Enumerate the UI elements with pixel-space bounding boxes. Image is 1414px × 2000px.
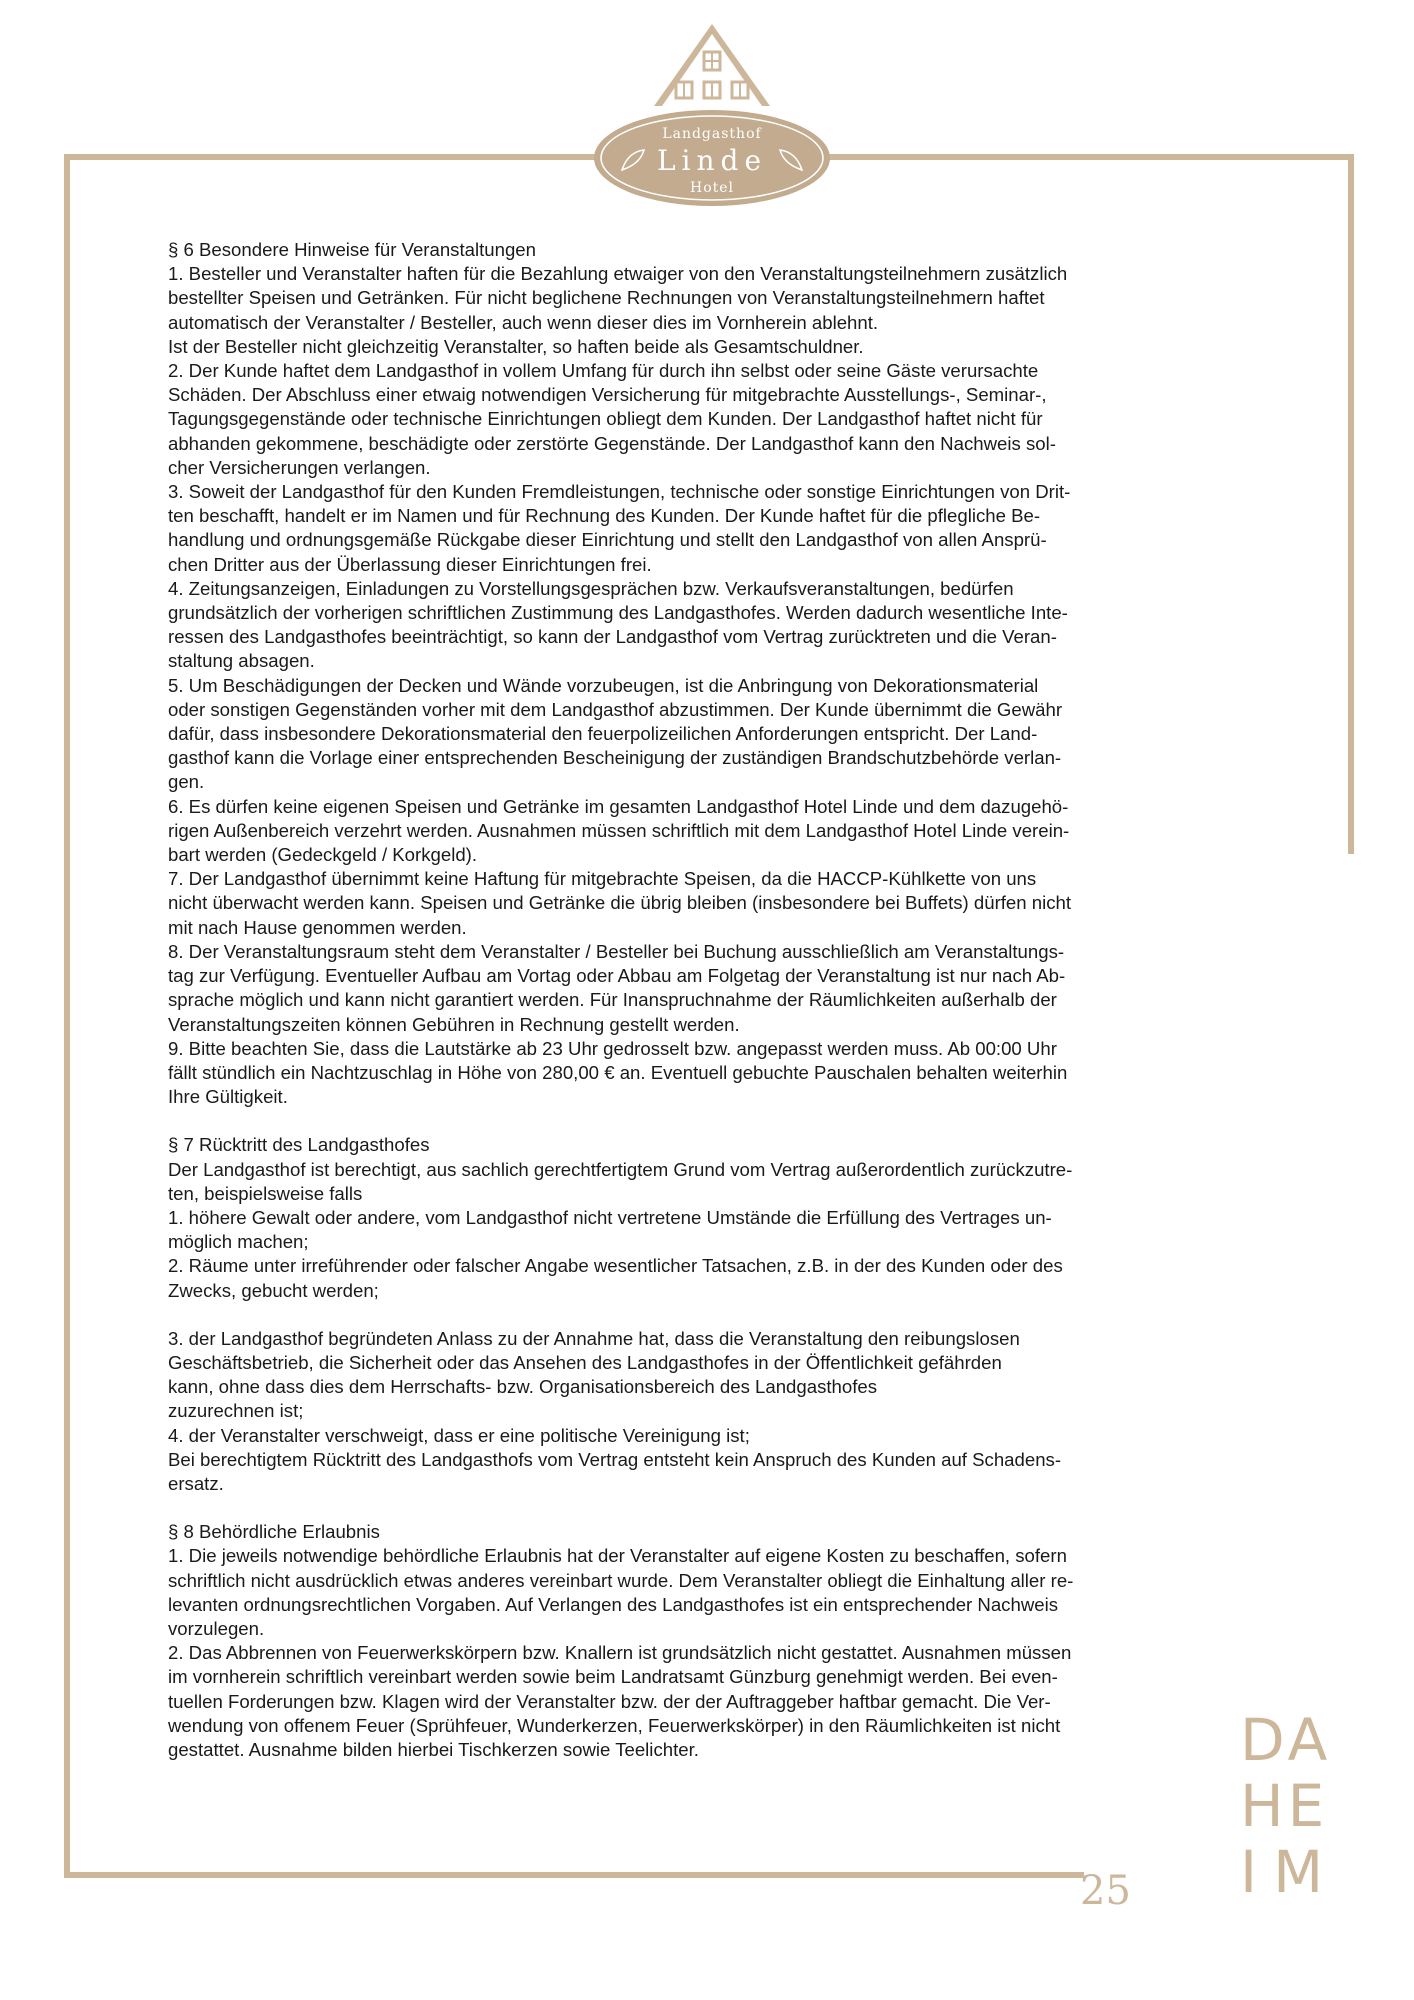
paragraph: 8. Der Veranstaltungsraum steht dem Veranstalter / Besteller bei Buchung ausschließlich am Veranstaltungs- tag zur Verfügung. Eventueller Aufbau am Vortag oder Abbau am Folgetag der Veranstaltung ist nur nach Ab- sprache möglich und kann nicht garantiert werden. Für Inanspruchnahme der Räumlichkeiten außerhalb der Veranstaltungszeiten können Gebühren in Rechnung gestellt werden. [168,940,1066,1035]
paragraph: 3. der Landgasthof begründeten Anlass zu der Annahme hat, dass die Veranstaltung den reibungslosen Geschäftsbetrieb, die Sicherheit oder das Ansehen des Landgasthofes in der Öffentlichkeit gefährden kann, ohne dass dies dem Herrschafts- bzw. Organisationsbereich des Landgasthofes zuzurechnen ist; [168,1327,1020,1422]
frame-left [64,154,70,1878]
frame-top-right [828,154,1354,160]
section-heading: § 7 Rücktritt des Landgasthofes [168,1134,430,1156]
paragraph: 4. Zeitungsanzeigen, Einladungen zu Vorstellungsgesprächen bzw. Verkaufsveranstaltungen, bedürfen grundsätzlich der vorherigen schriftlichen Zustimmung des Landgasthofes. Werden dadurch wesentliche Inte- ressen des Landgasthofes beeinträchtigt, so kann der Landgasthof vom Vertrag zurücktreten und die Veran- staltung absagen. [168,577,1068,672]
paragraph: 1. höhere Gewalt oder andere, vom Landgasthof nicht vertretene Umstände die Erfüllung des Vertrages un- möglich machen; [168,1206,1052,1253]
logo [582,20,842,210]
brand-text-line3: IM [1240,1838,1340,1906]
page-number: 25 [1080,1868,1131,1914]
section-heading: § 6 Besondere Hinweise für Veranstaltungen [168,239,536,260]
brand-text-line1: DA [1240,1706,1332,1774]
paragraph: 6. Es dürfen keine eigenen Speisen und Getränke im gesamten Landgasthof Hotel Linde und dem dazugehö- rigen Außenbereich verzehrt werden. Ausnahmen müssen schriftlich mit dem Landgasthof Hotel Linde verein- bart werden (Gedeckgeld / Korkgeld). [168,795,1070,866]
logo-text-main: Linde [656,144,768,177]
logo-text-top: Landgasthof [662,126,762,142]
section-heading: § 8 Behördliche Erlaubnis [168,1521,380,1543]
paragraph: 2. Das Abbrennen von Feuerwerkskörpern bzw. Knallern ist grundsätzlich nicht gestattet. Ausnahmen müssen im vornherein schriftlich vereinbart werden sowie beim Landratsamt Günzburg genehmigt werden. Bei even- tuellen Forderungen bzw. Klagen wird der Veranstalter bzw. der der Auftraggeber haftbar gemacht. Die Ver- wendung von offenem Feuer (Sprühfeuer, Wunderkerzen, Feuerwerkskörper) in den Räumlichkeiten ist nicht gestattet. Ausnahme bilden hierbei Tischkerzen sowie Teelichter. [168,1642,1072,1760]
paragraph: 1. Die jeweils notwendige behördliche Erlaubnis hat der Veranstalter auf eigene Kosten zu beschaffen, sofern schriftlich nicht ausdrücklich etwas anderes vereinbart wurde. Dem Veranstalter obliegt die Einhaltung aller re- levanten ordnungsrechtlichen Vorgaben. Auf Verlangen des Landgasthofes ist ein entsprechender Nachweis vorzulegen. [168,1545,1074,1639]
paragraph: 2. Der Kunde haftet dem Landgasthof in vollem Umfang für durch ihn selbst oder seine Gäste verursachte Schäden. Der Abschluss einer etwaig notwendigen Versicherung für mitgebrachte Ausstellungs-, Seminar-, Tagungsgegenstände oder technische Einrichtungen obliegt dem Kunden. Der Landgasthof haftet nicht für abhanden gekommene, beschädigte oder zerstörte Gegenstände. Der Landgasthof kann den Nachweis sol- cher Versicherungen verlangen. [168,360,1056,478]
paragraph: 3. Soweit der Landgasthof für den Kunden Fremdleistungen, technische oder sonstige Einrichtungen von Drit- ten beschafft, handelt er im Namen und für Rechnung des Kunden. Der Kunde haftet für die pflegliche Be- handlung und ordnungsgemäße Rückgabe dieser Einrichtung und stellt den Landgasthof von allen Ansprü- chen Dritter aus der Überlassung dieser Einrichtungen frei. [168,481,1071,575]
paragraph: Bei berechtigtem Rücktritt des Landgasthofs vom Vertrag entsteht kein Anspruch des Kunden auf Schadens- ersatz. [168,1448,1062,1494]
paragraph: 4. der Veranstalter verschweigt, dass er eine politische Vereinigung ist; [168,1424,750,1446]
paragraph: 9. Bitte beachten Sie, dass die Lautstärke ab 23 Uhr gedrosselt bzw. angepasst werden muss. Ab 00:00 Uhr fällt stündlich ein Nachtzuschlag in Höhe von 280,00 € an. Eventuell gebuchte Pauschalen behalten weiterhin Ihre Gültigkeit. [168,1037,1068,1108]
paragraph: 7. Der Landgasthof übernimmt keine Haftung für mitgebrachte Speisen, da die HACCP-Kühlkette von uns nicht überwacht werden kann. Speisen und Getränke die übrig bleiben (insbesondere bei Buffets) dürfen nicht mit nach Hause genommen werden. [168,868,1072,938]
frame-top-left [64,154,598,160]
brand-text-line2: HE [1240,1772,1329,1840]
paragraph: 1. Besteller und Veranstalter haften für die Bezahlung etwaiger von den Veranstaltungsteilnehmern zusätzlich bestellter Speisen und Getränken. Für nicht beglichene Rechnungen von Veranstaltungsteilnehmern haftet automatisch der Veranstalter / Besteller, auch wenn dieser dies im Vornherein ablehnt. Ist der Besteller nicht gleichzeitig Veranstalter, so haften beide als Gesamtschuldner. [168,263,1068,357]
logo-text-bottom: Hotel [689,180,735,196]
paragraph: 5. Um Beschädigungen der Decken und Wände vorzubeugen, ist die Anbringung von Dekorationsmaterial oder sonstigen Gegenständen vorher mit dem Landgasthof abzustimmen. Der Kunde übernimmt die Gewähr dafür, dass insbesondere Dekorationsmaterial den feuerpolizeilichen Anforderungen entspricht. Der Land- gasthof kann die Vorlage einer entsprechenden Bescheinigung der zuständigen Brandschutzbehörde verlan- gen. [168,674,1063,793]
frame-right [1348,154,1354,854]
frame-bottom [64,1872,1084,1878]
document-body [168,238,1224,1762]
paragraph: Der Landgasthof ist berechtigt, aus sachlich gerechtfertigtem Grund vom Vertrag außerordentlich zurückzutre- ten, beispielsweise falls [168,1158,1073,1204]
paragraph: 2. Räume unter irreführender oder falscher Angabe wesentlicher Tatsachen, z.B. in der des Kunden oder des Zwecks, gebucht werden; [168,1255,1063,1301]
